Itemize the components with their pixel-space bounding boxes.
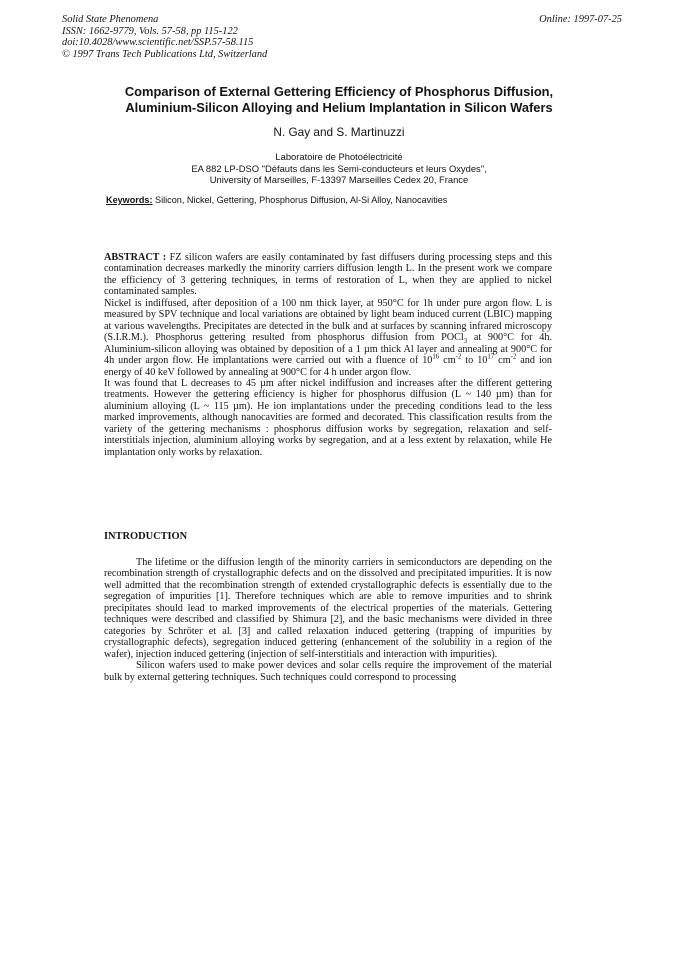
abstract-text-2f: and ion energy of 40 keV followed by annealing at 900°C for 4 h under argon flow. <box>104 355 552 378</box>
abstract-text-2e: cm <box>494 355 511 367</box>
keywords-text: Silicon, Nickel, Gettering, Phosphorus Diffusion, Al-Si Alloy, Nanocavities <box>152 195 448 205</box>
abstract-paragraph-3: It was found that L decreases to 45 µm after nickel indiffusion and increases after the different gettering treatments. However the gettering efficiency is higher for phosphorus diffusion (L ~ 140 µm) than for aluminium alloying (L ~ 115 µm). He ion implantations under the preceding conditions lead to the less marked improvements, although nanocavities are formed and decorated. This classification results from the variety of the gettering mechanisms : phosphorus diffusion works by segregation, relaxation and self-interstitials injection, aluminium alloying works by segregation, and at a less extent by relaxation, while He implantation only works by relaxation. <box>104 377 552 458</box>
abstract-label: ABSTRACT : <box>104 252 167 263</box>
journal-name: Solid State Phenomena <box>62 14 159 25</box>
abstract-text-2a: Nickel is indiffused, after deposition of a 100 nm thick layer, at 950°C for 1h under pure argon flow. L is measured by SPV technique and local variations are obtained by light beam induced current (LBIC) mapping at various wavelengths. Precipitates are detected in the bulk and at surfaces by scanning infrared microscopy (S.I.R.M.). Phosphorus gettering resulted from phosphorus diffusion from POCl <box>104 297 552 344</box>
introduction-body <box>104 557 552 683</box>
doi-line[interactable]: doi:10.4028/www.scientific.net/SSP.57-58.115 <box>62 37 254 49</box>
abstract-paragraph-1 <box>104 252 552 298</box>
exponent-17: 17 <box>487 353 495 361</box>
abstract-text-2c: cm <box>439 355 456 367</box>
journal-header <box>62 14 622 60</box>
title-line-1: Comparison of External Gettering Efficiency of Phosphorus Diffusion, <box>124 84 554 99</box>
exponent-minus-2-b: -2 <box>510 353 517 361</box>
exponent-16: 16 <box>432 353 440 361</box>
abstract-paragraph-2 <box>104 298 552 378</box>
affiliation-lab: Laboratoire de Photoélectricité <box>275 151 403 162</box>
affiliation-unit: EA 882 LP-DSO "Défauts dans les Semi-conducteurs et leurs Oxydes", <box>191 162 487 174</box>
online-date: Online: 1997-07-25 <box>539 14 622 25</box>
introduction-paragraph-2: Silicon wafers used to make power devices and solar cells require the improvement of the material bulk by external gettering techniques. Such techniques could correspond to processing <box>104 660 552 683</box>
abstract-text-1: FZ silicon wafers are easily contaminated by fast diffusers during processing steps and this contamination decreases markedly the minority carriers diffusion length L. In the present work we compare the efficiency of 3 gettering techniques, in terms of restoration of L, when they are applied to nickel contaminated samples. <box>104 252 552 298</box>
abstract <box>104 252 552 458</box>
abstract-text-2d: to 10 <box>461 355 488 367</box>
paper-title <box>62 84 616 115</box>
exponent-minus-2: -2 <box>455 353 462 361</box>
abstract-text-2b: at 900°C for 4h. Aluminium-silicon alloying was obtained by deposition of a 1 µm thick Al layer and annealing at 900°C for 4h under argon flow. He implantations were carried out with a fluence of 10 <box>104 332 552 367</box>
authors: N. Gay and S. Martinuzzi <box>273 125 405 139</box>
copyright-line: © 1997 Trans Tech Publications Ltd, Switzerland <box>62 48 268 60</box>
keywords-label: Keywords: <box>106 195 153 205</box>
title-line-2: Aluminium-Silicon Alloying and Helium Implantation in Silicon Wafers <box>125 99 553 115</box>
introduction-heading: INTRODUCTION <box>104 531 188 542</box>
affiliation <box>62 151 616 186</box>
subscript-3: 3 <box>463 338 468 346</box>
issn-line: ISSN: 1662-9779, Vols. 57-58, pp 115-122 <box>62 25 238 37</box>
affiliation-university: University of Marseilles, F-13397 Marseilles Cedex 20, France <box>209 174 469 186</box>
keywords <box>106 195 606 205</box>
introduction-paragraph-1: The lifetime or the diffusion length of the minority carriers in semiconductors are depending on the recombination strength of crystallographic defects and on the dissolved and precipitated impurities. It is now well admitted that the recombination strength of extended crystallographic defects is essentially due to the segregation of impurities [1]. Therefore techniques which are able to remove impurities and to shrink precipitates should lead to marked improvements of the electrical properties of the materials. Gettering techniques were described and classified by Shimura [2], and the basic mechanisms were divided in three categories by Schröter et al. [3] and called relaxation induced gettering (trapping of impurities by crystallographic defects), segregation induced gettering (enhancement of the solubility in a region of the wafer), injection induced gettering (injection of self-interstitials and interaction with impurities). <box>104 557 552 660</box>
